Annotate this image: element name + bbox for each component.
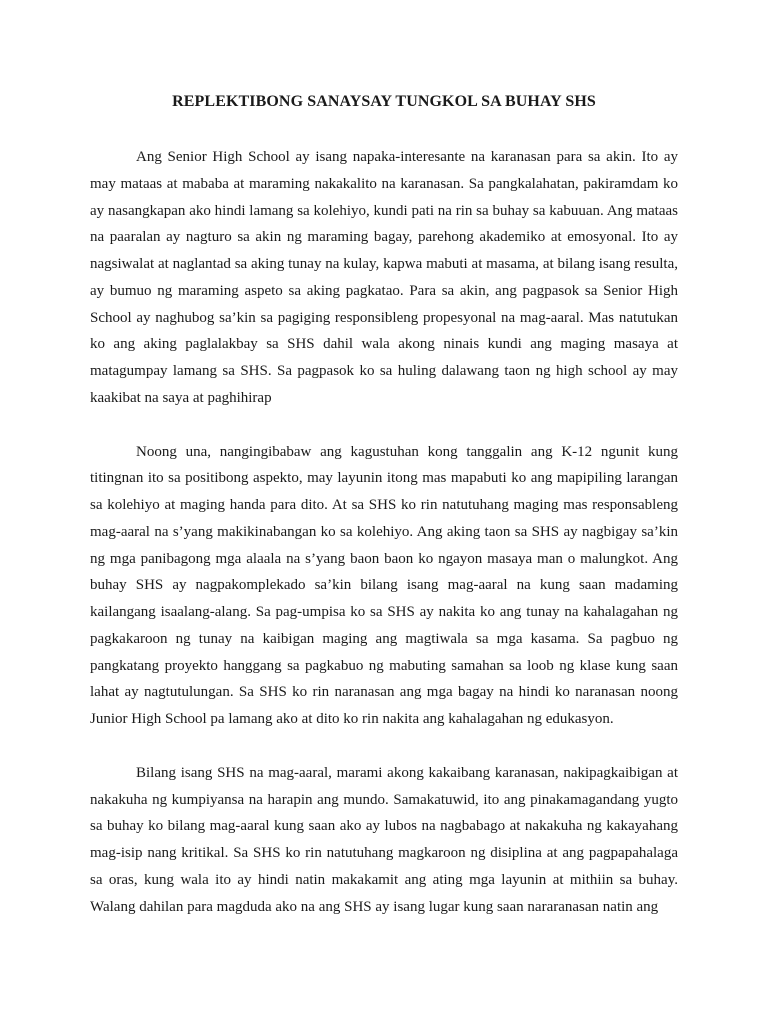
paragraph-2: Noong una, nangingibabaw ang kagustuhan kong tanggalin ang K-12 ngunit kung titingnan ito sa positibong aspekto, may layunin itong mas mapabuti ko ang mapipiling larangan sa kolehiyo at maging handa para dito. At sa SHS ko rin natutuhang maging mas responsableng mag-aaral na s’yang makikinabangan ko sa kolehiyo. Ang aking taon sa SHS ay nagbigay sa’kin ng mga panibagong mga alaala na s’yang baon baon ko ngayon masaya man o malungkot. Ang buhay SHS ay nagpakomplekado sa’kin bilang isang mag-aaral na kung saan madaming kailangang isaalang-alang. Sa pag-umpisa ko sa SHS ay nakita ko ang tunay na kahalagahan ng pagkakaroon ng tunay na kaibigan maging ang magtiwala sa mga kasama. Sa pagbuo ng pangkatang proyekto hanggang sa pagkabuo ng mabuting samahan sa loob ng klase kung saan lahat ay nagtutulungan. Sa SHS ko rin naranasan ang mga bagay na hindi ko naranasan noong Junior High School pa lamang ako at dito ko rin nakita ang kahalagahan ng edukasyon. — [90, 443, 678, 727]
document-title: REPLEKTIBONG SANAYSAY TUNGKOL SA BUHAY SHS — [172, 93, 596, 110]
paragraph-1: Ang Senior High School ay isang napaka-interesante na karanasan para sa akin. Ito ay may mataas at mababa at maraming nakakalito na karanasan. Sa pangkalahatan, pakiramdam ko ay nasangkapan ako hindi lamang sa kolehiyo, kundi pati na rin sa buhay sa kabuuan. Ang mataas na paaralan ay nagturo sa akin ng maraming bagay, parehong akademiko at emosyonal. Ito ay nagsiwalat at naglantad sa aking tunay na kulay, kapwa mabuti at masama, at bilang isang resulta, ay bumuo ng maraming aspeto sa aking pagkatao. Para sa akin, ang pagpasok sa Senior High School ay naghubog sa’kin sa pagiging responsibleng propesyonal na mag-aaral. Mas natutukan ko ang aking paglalakbay sa SHS dahil wala akong ninais kundi ang maging masaya at matagumpay lamang sa SHS. Sa pagpasok ko sa huling dalawang taon ng high school ay may kaakibat na saya at paghihirap — [90, 149, 678, 406]
paragraph-3: Bilang isang SHS na mag-aaral, marami akong kakaibang karanasan, nakipagkaibigan at nakakuha ng kumpiyansa na harapin ang mundo. Samakatuwid, ito ang pinakamagandang yugto sa buhay ko bilang mag-aaral kung saan ako ay lubos na nagbabago at nakakuha ng kakayahang mag-isip nang kritikal. Sa SHS ko rin natutuhang magkaroon ng disiplina at ang pagpapahalaga sa oras, kung wala ito ay hindi natin makakamit ang ating mga layunin at mithiin sa buhay. Walang dahilan para magduda ako na ang SHS ay isang lugar kung saan nararanasan natin ang — [90, 764, 678, 915]
document-body — [90, 144, 678, 920]
